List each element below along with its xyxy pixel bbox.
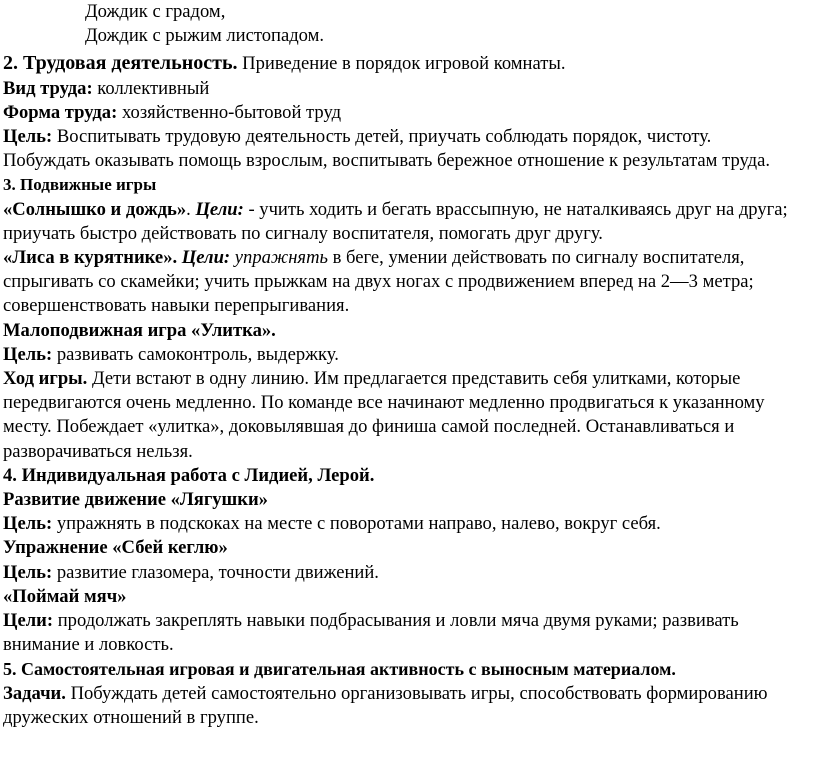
independent-tasks [3,682,816,730]
poem-line-1: Дождик с градом, [85,1,226,22]
exercise-catch-ball-goal-label: Цели: [3,610,54,632]
labor-type [3,77,816,101]
game-fox-title: «Лиса в курятнике». [3,247,178,269]
exercise-frogs-goal [3,512,816,536]
game-fox-henhouse [3,246,816,319]
exercise-frogs-goal-value: упражнять в подскоках на месте с поворотами направо, налево, вокруг себя. [52,513,661,535]
individual-heading: 4. Индивидуальная работа с Лидией, Лерой. [3,464,375,486]
exercise-skittle-goal-value: развитие глазомера, точности движений. [52,561,379,583]
exercise-catch-ball-title: «Поймай мяч» [3,585,127,607]
game-sun-rain-goal-value: - учить ходить и бегать врассыпную, не наталкиваясь друг на друга; приучать быстро действовать по сигналу воспитателя, помогать друг другу. [3,198,788,244]
exercise-skittle-title: Упражнение «Сбей кеглю» [3,537,228,559]
exercise-skittle-goal [3,561,816,585]
exercise-skittle-goal-label: Цель: [3,561,53,583]
game-sun-rain-title: «Солнышко и дождь» [3,198,187,220]
labor-form-value: хозяйственно-бытовой труд [117,101,342,123]
calm-game-course [3,367,816,464]
labor-goal-label: Цель: [3,126,53,148]
calm-game-goal-label: Цель: [3,343,53,365]
game-sun-rain [3,198,816,246]
game-sun-rain-goal-label: Цели: [195,198,244,220]
game-sun-rain-dot: . [186,198,196,220]
labor-type-value: коллективный [92,77,210,99]
game-fox-goal-italic: упражнять [230,247,328,269]
exercise-frogs-goal-label: Цель: [3,513,53,535]
independent-tasks-label: Задачи. [3,682,66,704]
game-fox-goal-label: Цели: [177,247,231,269]
exercise-catch-ball-goal-value: продолжать закреплять навыки подбрасывания и ловли мяча двумя руками; развивать внимание и ловкость. [3,610,739,656]
independent-heading: 5. Самостоятельная игровая и двигательная активность с выносным материалом. [3,659,676,680]
labor-heading [3,51,816,76]
calm-game-course-label: Ход игры. [3,368,88,390]
calm-game-course-value: Дети встают в одну линию. Им предлагается представить себя улитками, которые передвигаются очень медленно. По команде все начинают медленно продвигаться к указанному месту. Побеждает «улитка», доковылявшая до финиша самой последней. Останавливаться и разворачиваться нельзя. [3,368,765,462]
labor-goal [3,125,816,173]
labor-type-label: Вид труда: [3,77,93,99]
labor-heading-text: Приведение в порядок игровой комнаты. [237,53,566,75]
labor-heading-title: 2. Трудовая деятельность. [3,52,238,75]
exercise-frogs-title: Развитие движение «Лягушки» [3,489,268,511]
labor-form-label: Форма труда: [3,101,118,123]
labor-goal-value: Воспитывать трудовую деятельность детей, приучать соблюдать порядок, чистоту. Побуждать оказывать помощь взрослым, воспитывать бережное отношение к результатам труда. [3,126,770,172]
game-fox-goal-value: в беге, умении действовать по сигналу воспитателя, спрыгивать со скамейки; учить прыжкам на двух ногах с продвижением вперед на 2—3 метра; совершенствовать навыки перепрыгивания. [3,247,754,317]
calm-game-goal-value: развивать самоконтроль, выдержку. [52,343,339,365]
calm-game-heading: Малоподвижная игра «Улитка». [3,319,276,341]
independent-tasks-value: Побуждать детей самостоятельно организовывать игры, способствовать формированию дружеских отношений в группе. [3,682,768,728]
outdoor-games-heading: 3. Подвижные игры [3,175,157,195]
labor-form [3,101,816,125]
exercise-catch-ball-goal [3,609,816,657]
calm-game-goal [3,343,816,367]
poem-line-2: Дождик с рыжим листопадом. [85,25,325,47]
